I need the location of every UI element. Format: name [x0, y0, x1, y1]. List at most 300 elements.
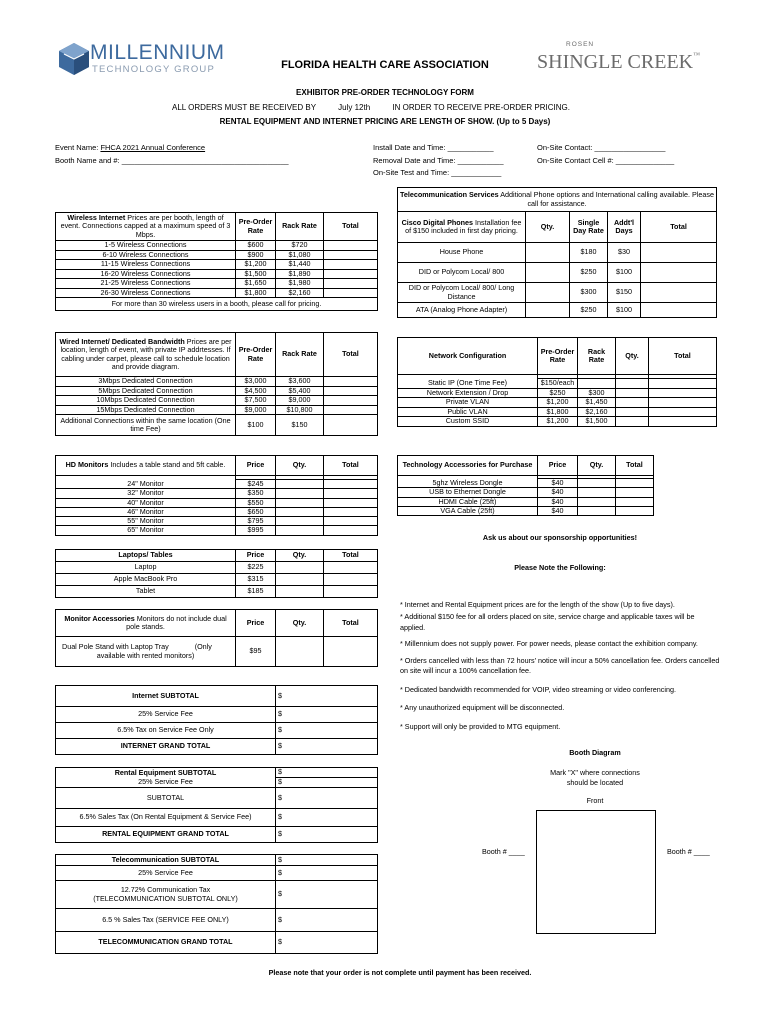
telecom-row-total[interactable]	[641, 263, 717, 283]
table-row	[56, 637, 378, 667]
telecom-row-qty[interactable]	[526, 263, 570, 283]
monitor-acc-row-qty[interactable]	[276, 637, 324, 667]
booth-instr-line-b: should be located	[566, 778, 624, 788]
table-row	[398, 283, 717, 303]
network-row-pre: $150/each	[538, 379, 578, 389]
hd-row-label: 55" Monitor	[56, 517, 236, 526]
hd-row-price: $245	[236, 480, 276, 489]
note-item: * Additional $150 fee for all orders placed on site, service charge and applicable taxes will be applied.	[400, 612, 695, 632]
wireless-row-total[interactable]	[324, 288, 378, 298]
rental-sub2-label: SUBTOTAL	[56, 788, 276, 809]
booth-diagram-box[interactable]	[536, 810, 656, 934]
wireless-col-total: Total	[324, 213, 378, 241]
wireless-row-label: 16-20 Wireless Connections	[56, 269, 236, 279]
wireless-row-label: 21-25 Wireless Connections	[56, 279, 236, 289]
telecom-row-label: DID or Polycom Local/ 800/ Long Distance	[398, 283, 526, 303]
tech-acc-row-qty[interactable]	[578, 506, 616, 515]
telecom-row-total[interactable]	[641, 303, 717, 318]
telecom-header-desc: Additional Phone options and International calling available. Please call for assistance.	[498, 190, 714, 208]
telecom-comm-tax-label	[56, 881, 276, 909]
wireless-row-total[interactable]	[324, 241, 378, 251]
wireless-row-rack: $1,890	[276, 269, 324, 279]
hd-row-total[interactable]	[324, 498, 378, 507]
hd-row-qty[interactable]	[276, 517, 324, 526]
table-row	[56, 574, 378, 586]
monitor-acc-desc: Monitors do not include dual pole stands.	[126, 613, 227, 631]
tech-acc-col-price: Price	[538, 456, 578, 476]
telecom-col-qty: Qty.	[526, 212, 570, 243]
wireless-desc: Prices are per booth, length of event. Connections capped at a maximum speed of 3 Mbps.	[60, 213, 231, 239]
event-name-value: FHCA 2021 Annual Conference	[100, 143, 206, 152]
hd-row-total[interactable]	[324, 526, 378, 535]
wireless-row-total[interactable]	[324, 269, 378, 279]
internet-service-fee-label: 25% Service Fee	[56, 707, 276, 723]
venue-name: SHINGLE CREEK	[537, 51, 694, 73]
note-item: * Any unauthorized equipment will be disconnected.	[400, 703, 565, 713]
table-row	[398, 417, 717, 427]
network-row-qty[interactable]	[616, 417, 649, 427]
booth-instr-line-a: Mark "X" where connections	[550, 768, 640, 777]
wired-row-rack: $10,800	[276, 405, 324, 415]
wired-desc: Prices are per location, length of event, with private IP addrtesses. If cabling under carpet, please call to schedule location and provide diagram.	[60, 336, 232, 371]
venue-rosen-text: ROSEN	[566, 41, 595, 48]
telecom-comm-tax-value[interactable]: $	[276, 881, 378, 909]
hd-col-total: Total	[324, 456, 378, 476]
comm-tax-line-b: (TELECOMMUNICATION SUBTOTAL ONLY)	[93, 893, 238, 903]
telecom-row-addl: $30	[608, 243, 641, 263]
network-row-pre: $1,200	[538, 417, 578, 427]
laptops-row-qty[interactable]	[276, 586, 324, 598]
hd-row-price: $550	[236, 498, 276, 507]
hd-row-total[interactable]	[324, 489, 378, 498]
wireless-footnote: For more than 30 wireless users in a booth, please call for pricing.	[56, 298, 378, 311]
network-col-qty: Qty.	[616, 338, 649, 375]
network-col-preorder: Pre-Order Rate	[538, 338, 578, 375]
wireless-row-label: 26-30 Wireless Connections	[56, 288, 236, 298]
wireless-row-pre: $1,800	[236, 288, 276, 298]
millennium-logo-icon	[58, 42, 90, 76]
wireless-col-rack: Rack Rate	[276, 213, 324, 241]
wired-row-label: 5Mbps Dedicated Connection	[56, 386, 236, 396]
tech-accessories-table	[397, 455, 654, 516]
tech-acc-row-label: 5ghz Wireless Dongle	[398, 479, 538, 488]
note-item: * Internet and Rental Equipment prices are for the length of the show (Up to five days).	[400, 600, 675, 609]
wired-row-label: 10Mbps Dedicated Connection	[56, 396, 236, 406]
cisco-phones-header	[398, 212, 526, 243]
rental-tax-label: 6.5% Sales Tax (On Rental Equipment & Service Fee)	[56, 809, 276, 827]
note-item: * Millennium does not supply power. For power needs, please contact the exhibition company.	[400, 639, 698, 649]
wireless-row-rack: $1,440	[276, 260, 324, 270]
tech-acc-row-total[interactable]	[616, 497, 654, 506]
tech-acc-row-label: VGA Cable (25ft)	[398, 506, 538, 515]
network-row-total[interactable]	[649, 407, 717, 417]
telecom-row-addl: $100	[608, 263, 641, 283]
event-name-label: Event Name:	[55, 143, 101, 152]
telecom-sales-tax-value[interactable]: $	[276, 909, 378, 932]
wired-row-pre: $3,000	[236, 377, 276, 387]
telecom-row-label: House Phone	[398, 243, 526, 263]
wired-row-label: Additional Connections within the same location (One time Fee)	[56, 415, 236, 436]
tech-acc-row-qty[interactable]	[578, 479, 616, 488]
comm-tax-line-a: 12.72% Communication Tax	[120, 885, 211, 895]
tech-acc-row-total[interactable]	[616, 488, 654, 497]
wireless-row-total[interactable]	[324, 250, 378, 260]
telecom-col-total: Total	[641, 212, 717, 243]
org-title: FLORIDA HEALTH CARE ASSOCIATION	[281, 59, 489, 71]
network-row-qty[interactable]	[616, 398, 649, 408]
table-row	[398, 398, 717, 408]
table-row	[398, 379, 717, 389]
network-row-label: Network Extension / Drop	[398, 388, 538, 398]
hd-row-qty[interactable]	[276, 526, 324, 535]
hd-monitors-table	[55, 455, 378, 536]
onsite-test-field[interactable]: On-Site Test and Time: ____________	[373, 168, 502, 177]
telecom-grand-total-value[interactable]: $	[276, 932, 378, 954]
tech-acc-row-price: $40	[538, 497, 578, 506]
tech-acc-row-qty[interactable]	[578, 497, 616, 506]
network-row-total[interactable]	[649, 398, 717, 408]
laptops-row-price: $185	[236, 586, 276, 598]
telecom-subtotal-label: Telecommunication SUBTOTAL	[56, 855, 276, 866]
table-row	[56, 517, 378, 526]
wireless-row-pre: $600	[236, 241, 276, 251]
tech-acc-row-label: USB to Ethernet Dongle	[398, 488, 538, 497]
wireless-row-rack: $720	[276, 241, 324, 251]
network-row-total[interactable]	[649, 379, 717, 389]
hd-row-total[interactable]	[324, 517, 378, 526]
venue-tm: ™	[693, 51, 700, 59]
table-row	[398, 479, 654, 488]
telecom-row-total[interactable]	[641, 283, 717, 303]
telecom-subtotal-value[interactable]: $	[276, 855, 378, 866]
network-col-total: Total	[649, 338, 717, 375]
telecom-services-table	[397, 187, 717, 318]
please-note-heading: Please Note the Following:	[514, 563, 606, 572]
wired-title: Wired Internet/ Dedicated Bandwidth	[59, 336, 185, 346]
wired-row-pre: $4,500	[236, 386, 276, 396]
wireless-col-preorder: Pre-Order Rate	[236, 213, 276, 241]
table-row	[398, 263, 717, 283]
hd-row-qty[interactable]	[276, 480, 324, 489]
wired-row-rack: $5,400	[276, 386, 324, 396]
wireless-row-pre: $1,650	[236, 279, 276, 289]
table-row	[56, 498, 378, 507]
telecom-sales-tax-label: 6.5 % Sales Tax (SERVICE FEE ONLY)	[56, 909, 276, 932]
onsite-cell-field[interactable]: On-Site Contact Cell #: ______________	[537, 156, 675, 165]
laptops-row-qty[interactable]	[276, 562, 324, 574]
install-date-field[interactable]: Install Date and Time: ___________	[373, 143, 494, 152]
tech-acc-col-qty: Qty.	[578, 456, 616, 476]
tech-acc-row-total[interactable]	[616, 506, 654, 515]
network-row-label: Custom SSID	[398, 417, 538, 427]
onsite-contact-field[interactable]: On-Site Contact: _________________	[537, 143, 666, 152]
telecom-row-total[interactable]	[641, 243, 717, 263]
table-row	[398, 488, 654, 497]
telecom-header	[398, 188, 717, 212]
monitor-acc-label-b: (Only	[194, 642, 212, 652]
wired-col-rack: Rack Rate	[276, 333, 324, 377]
wired-col-preorder: Pre-Order Rate	[236, 333, 276, 377]
monitor-acc-row-total[interactable]	[324, 637, 378, 667]
wired-row-total[interactable]	[324, 415, 378, 436]
sponsorship-note: Ask us about our sponsorship opportunities!	[482, 533, 638, 542]
hd-col-qty: Qty.	[276, 456, 324, 476]
booth-front-label: Front	[586, 796, 604, 805]
footer-note: Please note that your order is not complete until payment has been received.	[268, 968, 532, 977]
telecom-row-single: $250	[570, 303, 608, 318]
laptops-row-price: $315	[236, 574, 276, 586]
wired-row-label: 15Mbps Dedicated Connection	[56, 405, 236, 415]
table-row	[56, 480, 378, 489]
laptops-row-price: $225	[236, 562, 276, 574]
telecom-service-fee-value[interactable]: $	[276, 866, 378, 881]
hd-row-qty[interactable]	[276, 489, 324, 498]
wireless-row-pre: $900	[236, 250, 276, 260]
notes-list	[400, 600, 720, 732]
laptops-col-price: Price	[236, 550, 276, 562]
hd-col-price: Price	[236, 456, 276, 476]
network-row-rack	[578, 379, 616, 389]
wireless-title: Wireless Internet	[67, 213, 126, 223]
pricing-note: RENTAL EQUIPMENT AND INTERNET PRICING ARE LENGTH OF SHOW. (Up to 5 Days)	[219, 117, 551, 126]
table-row	[398, 497, 654, 506]
monitor-acc-label-a: Dual Pole Stand with Laptop Tray	[62, 642, 169, 652]
telecom-row-qty[interactable]	[526, 283, 570, 303]
wired-row-total[interactable]	[324, 405, 378, 415]
tech-acc-row-label: HDMI Cable (25ft)	[398, 497, 538, 506]
telecom-header-title: Telecommunication Services	[400, 190, 499, 200]
wireless-row-label: 11-15 Wireless Connections	[56, 260, 236, 270]
monitor-acc-label-c: available with rented monitors)	[96, 650, 195, 660]
table-row	[56, 279, 378, 289]
network-row-pre: $1,200	[538, 398, 578, 408]
order-deadline-line	[172, 103, 570, 112]
hd-row-qty[interactable]	[276, 507, 324, 516]
telecom-row-single: $250	[570, 263, 608, 283]
internet-grand-total-label: INTERNET GRAND TOTAL	[56, 739, 276, 755]
laptops-row-total[interactable]	[324, 562, 378, 574]
rental-sub2-value[interactable]: $	[276, 788, 378, 809]
table-row	[56, 386, 378, 396]
network-row-label: Public VLAN	[398, 407, 538, 417]
table-row	[56, 507, 378, 516]
tech-acc-row-price: $40	[538, 506, 578, 515]
table-row	[56, 250, 378, 260]
tech-acc-title: Technology Accessories for Purchase	[398, 456, 538, 476]
tech-acc-row-price: $40	[538, 488, 578, 497]
hd-title: HD Monitors	[65, 460, 109, 470]
wired-col-total: Total	[324, 333, 378, 377]
wired-row-total[interactable]	[324, 386, 378, 396]
wired-row-rack: $9,000	[276, 396, 324, 406]
network-row-label: Private VLAN	[398, 398, 538, 408]
rental-tax-value[interactable]: $	[276, 809, 378, 827]
booth-diagram-instructions	[520, 768, 670, 788]
hd-row-price: $795	[236, 517, 276, 526]
laptops-row-total[interactable]	[324, 586, 378, 598]
hd-row-price: $350	[236, 489, 276, 498]
deadline-text-a: ALL ORDERS MUST BE RECEIVED BY	[172, 103, 316, 112]
internet-tax-value[interactable]: $	[276, 723, 378, 739]
rental-summary-table	[55, 767, 378, 843]
telecom-row-single: $180	[570, 243, 608, 263]
wired-row-pre: $100	[236, 415, 276, 436]
wired-table	[55, 332, 378, 436]
telecom-summary-table	[55, 854, 378, 954]
table-row	[398, 303, 717, 318]
booth-name-field[interactable]: Booth Name and #: ________________________________________	[55, 156, 289, 165]
network-row-total[interactable]	[649, 388, 717, 398]
booth-right-label: Booth # ____	[667, 847, 710, 856]
laptops-col-total: Total	[324, 550, 378, 562]
hd-row-qty[interactable]	[276, 498, 324, 507]
network-col-rack: Rack Rate	[578, 338, 616, 375]
laptops-row-label: Tablet	[56, 586, 236, 598]
wireless-row-total[interactable]	[324, 260, 378, 270]
hd-row-price: $995	[236, 526, 276, 535]
table-row	[56, 269, 378, 279]
rental-subtotal-label: Rental Equipment SUBTOTAL	[56, 768, 276, 778]
monitor-acc-col-price: Price	[236, 610, 276, 637]
booth-diagram-title: Booth Diagram	[569, 748, 621, 757]
table-row	[398, 407, 717, 417]
monitor-acc-row-price: $95	[236, 637, 276, 667]
rental-grand-total-label: RENTAL EQUIPMENT GRAND TOTAL	[56, 827, 276, 843]
monitor-acc-col-qty: Qty.	[276, 610, 324, 637]
wired-row-rack: $3,600	[276, 377, 324, 387]
cisco-phones-desc: Installation fee of $150 included in first day pricing.	[405, 217, 522, 235]
network-row-total[interactable]	[649, 417, 717, 427]
hd-row-label: 32" Monitor	[56, 489, 236, 498]
telecom-row-single: $300	[570, 283, 608, 303]
laptops-row-label: Apple MacBook Pro	[56, 574, 236, 586]
network-row-rack: $300	[578, 388, 616, 398]
wireless-row-pre: $1,200	[236, 260, 276, 270]
network-row-rack: $1,450	[578, 398, 616, 408]
telecom-row-label: DID or Polycom Local/ 800	[398, 263, 526, 283]
note-item: * Support will only be provided to MTG equipment.	[400, 721, 561, 731]
tech-acc-row-price: $40	[538, 479, 578, 488]
laptops-title: Laptops/ Tables	[56, 550, 236, 562]
wireless-row-rack: $2,160	[276, 288, 324, 298]
event-name-line	[55, 143, 205, 152]
hd-row-label: 40" Monitor	[56, 498, 236, 507]
table-row	[56, 489, 378, 498]
wired-row-pre: $9,000	[236, 405, 276, 415]
deadline-date: July 12th	[338, 103, 371, 112]
removal-date-field[interactable]: Removal Date and Time: ___________	[373, 156, 504, 165]
rental-grand-total-value[interactable]: $	[276, 827, 378, 843]
wireless-row-total[interactable]	[324, 279, 378, 289]
cisco-phones-title: Cisco Digital Phones	[401, 217, 474, 227]
wireless-row-label: 1-5 Wireless Connections	[56, 241, 236, 251]
telecom-col-single: Single Day Rate	[570, 212, 608, 243]
internet-summary-table	[55, 685, 378, 755]
table-row	[398, 388, 717, 398]
telecom-grand-total-label: TELECOMMUNICATION GRAND TOTAL	[56, 932, 276, 954]
booth-left-label: Booth # ____	[482, 847, 525, 856]
rental-service-fee-label: 25% Service Fee	[56, 778, 276, 788]
wireless-table	[55, 212, 378, 311]
laptops-col-qty: Qty.	[276, 550, 324, 562]
internet-subtotal-value[interactable]: $	[276, 686, 378, 707]
hd-row-label: 46" Monitor	[56, 507, 236, 516]
wireless-row-rack: $1,980	[276, 279, 324, 289]
wired-row-total[interactable]	[324, 396, 378, 406]
note-item: * Dedicated bandwidth recommended for VOIP, video streaming or video conferencing.	[400, 684, 676, 694]
venue-logo	[537, 52, 700, 72]
monitor-acc-col-total: Total	[324, 610, 378, 637]
network-row-rack: $2,160	[578, 407, 616, 417]
wireless-row-pre: $1,500	[236, 269, 276, 279]
table-row	[56, 377, 378, 387]
wired-row-total[interactable]	[324, 377, 378, 387]
telecom-row-label: ATA (Analog Phone Adapter)	[398, 303, 526, 318]
hd-row-price: $650	[236, 507, 276, 516]
form-title: EXHIBITOR PRE-ORDER TECHNOLOGY FORM	[296, 88, 474, 97]
telecom-row-addl: $100	[608, 303, 641, 318]
network-config-table	[397, 337, 717, 427]
telecom-row-addl: $150	[608, 283, 641, 303]
rental-service-fee-value[interactable]: $	[276, 778, 378, 788]
wired-header	[56, 333, 236, 377]
monitor-accessories-table	[55, 609, 378, 667]
rental-subtotal-value[interactable]: $	[276, 768, 378, 778]
internet-service-fee-value[interactable]: $	[276, 707, 378, 723]
telecom-row-qty[interactable]	[526, 303, 570, 318]
telecom-col-addl: Addt'l Days	[608, 212, 641, 243]
hd-header	[56, 456, 236, 476]
table-row	[56, 288, 378, 298]
wireless-row-rack: $1,080	[276, 250, 324, 260]
wireless-header	[56, 213, 236, 241]
laptops-row-qty[interactable]	[276, 574, 324, 586]
tech-acc-col-total: Total	[616, 456, 654, 476]
table-row	[56, 241, 378, 251]
network-row-qty[interactable]	[616, 379, 649, 389]
table-row	[56, 562, 378, 574]
laptops-row-label: Laptop	[56, 562, 236, 574]
logo-sub-text: TECHNOLOGY GROUP	[92, 64, 216, 75]
tech-acc-row-total[interactable]	[616, 479, 654, 488]
table-row	[56, 586, 378, 598]
table-row	[398, 506, 654, 515]
laptops-row-total[interactable]	[324, 574, 378, 586]
table-row	[56, 396, 378, 406]
hd-row-total[interactable]	[324, 507, 378, 516]
network-row-qty[interactable]	[616, 407, 649, 417]
internet-tax-label: 6.5% Tax on Service Fee Only	[56, 723, 276, 739]
network-row-qty[interactable]	[616, 388, 649, 398]
telecom-service-fee-label: 25% Service Fee	[56, 866, 276, 881]
wired-row-pre: $7,500	[236, 396, 276, 406]
logo-main-text: MILLENNIUM	[90, 41, 225, 64]
telecom-row-qty[interactable]	[526, 243, 570, 263]
internet-grand-total-value[interactable]: $	[276, 739, 378, 755]
monitor-acc-header	[56, 610, 236, 637]
network-row-rack: $1,500	[578, 417, 616, 427]
wireless-row-label: 6-10 Wireless Connections	[56, 250, 236, 260]
note-item: * Orders cancelled with less than 72 hours' notice will incur a 50% cancellation fee. Orders cancelled on site will incur a 100% cancellation fee.	[400, 655, 720, 676]
hd-row-total[interactable]	[324, 480, 378, 489]
tech-acc-row-qty[interactable]	[578, 488, 616, 497]
internet-subtotal-label: Internet SUBTOTAL	[56, 686, 276, 707]
network-row-label: Static IP (One Time Fee)	[398, 379, 538, 389]
hd-desc: Includes a table stand and 5ft cable.	[108, 460, 226, 470]
table-row	[56, 526, 378, 535]
monitor-acc-title: Monitor Accessories	[64, 613, 135, 623]
deadline-text-c: IN ORDER TO RECEIVE PRE-ORDER PRICING.	[392, 103, 570, 112]
